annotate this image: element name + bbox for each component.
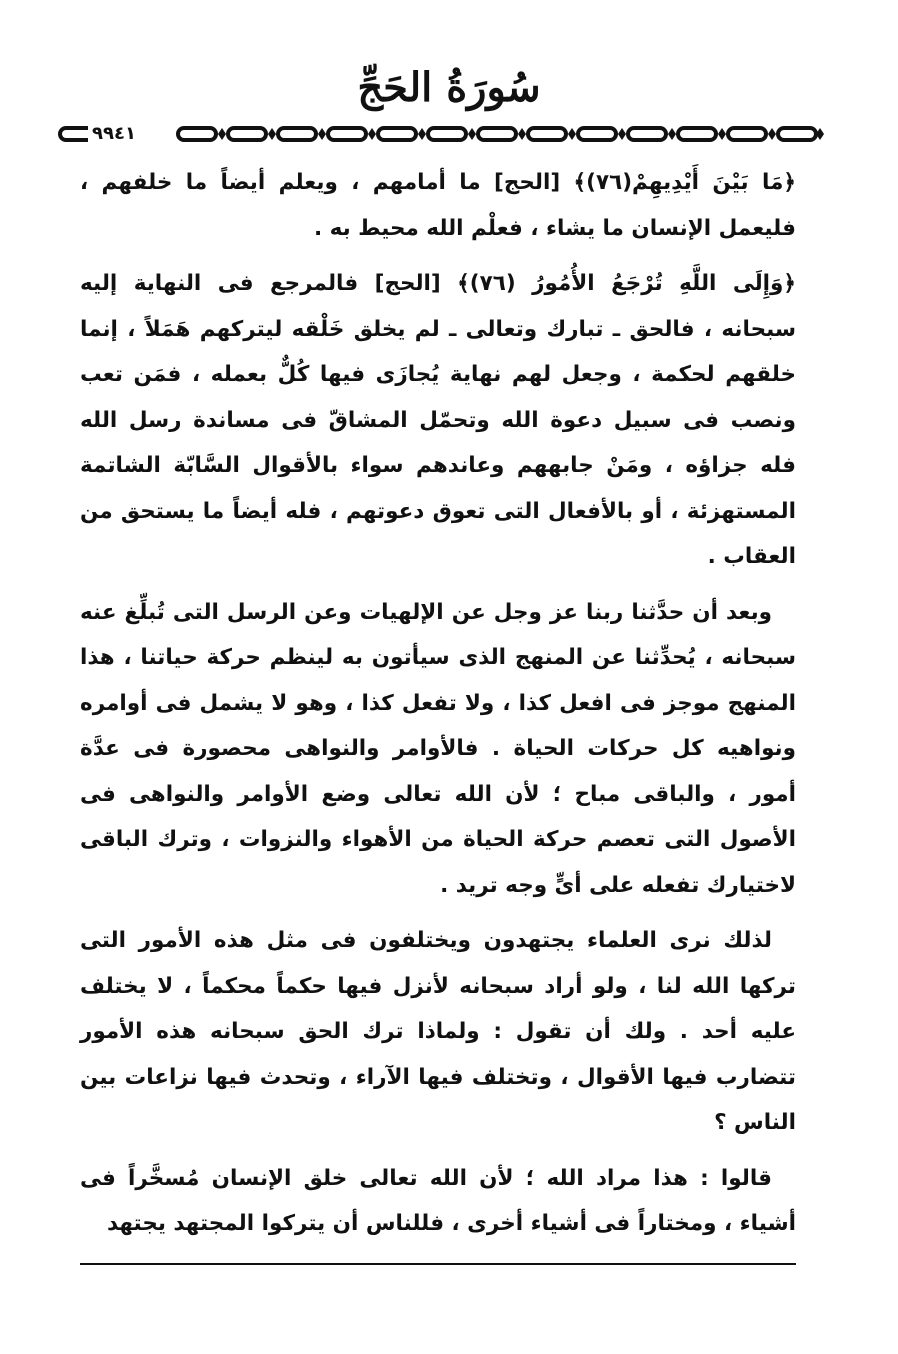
paragraph-3: وبعد أن حدَّثنا ربنا عز وجل عن الإلهيات وعن الرسل التى تُبلِّغ عنه سبحانه ، يُحدِّثنا عن المنهج الذى سيأتون به لينظم حركة حياتنا ، هذا المنهج موجز فى افعل كذا ، ولا تفعل كذا ، وهو لا يشمل فى أوامره ونواهيه كل حركات الحياة . فالأوامر والنواهى محصورة فى عدَّة أمور ، والباقى مباح ؛ لأن الله تعالى وضع الأوامر والنواهى فى الأصول التى تعصم حركة الحياة من الأهواء والنزوات ، وترك الباقى لاختيارك تفعله على أىٍّ وجه تريد . <box>80 599 796 898</box>
page-number: ٩٩٤١ <box>88 122 140 146</box>
footer-divider <box>80 1263 796 1265</box>
body-text <box>80 160 796 1247</box>
paragraph-5: قالوا : هذا مراد الله ؛ لأن الله تعالى خلق الإنسان مُسخَّراً فى أشياء ، ومختاراً فى أشياء أخرى ، فللناس أن يتركوا المجتهد يجتهد <box>80 1165 796 1236</box>
paragraph-1: ﴿مَا بَيْنَ أَيْدِيهِمْ(٧٦)﴾ [الحج] ما أمامهم ، ويعلم أيضاً ما خلفهم ، فليعمل الإنسان ما يشاء ، فعلْم الله محيط به . <box>80 170 796 241</box>
chain-ornament-border <box>56 120 826 148</box>
paragraph-4: لذلك نرى العلماء يجتهدون ويختلفون فى مثل هذه الأمور التى تركها الله لنا ، ولو أراد سبحانه لأنزل فيها حكماً محكماً ، لا يختلف عليه أحد . ولك أن تقول : ولماذا ترك الحق سبحانه هذه الأمور تتضارب فيها الأقوال ، وتختلف فيها الآراء ، وتحدث فيها نزاعات بين الناس ؟ <box>80 928 796 1135</box>
paragraph-2: ﴿وَإِلَى اللَّهِ تُرْجَعُ الأُمُورُ (٧٦)﴾ [الحج] فالمرجع فى النهاية إليه سبحانه ، فالحق ـ تبارك وتعالى ـ لم يخلق خَلْقه ليتركهم هَمَلاً ، إنما خلقهم لحكمة ، وجعل لهم نهاية يُجازَى فيها كُلٌّ بعمله ، فمَن تعب ونصب فى سبيل دعوة الله وتحمّل المشاقّ فى مساندة رسل الله فله جزاؤه ، ومَنْ جابههم وعاندهم سواء بالأقوال السَّابّة الشاتمة المستهزئة ، أو بالأفعال التى تعوق دعوتهم ، فله أيضاً ما يستحق من العقاب . <box>80 271 796 569</box>
surah-title: سُورَةُ الحَجِّ <box>357 64 541 111</box>
